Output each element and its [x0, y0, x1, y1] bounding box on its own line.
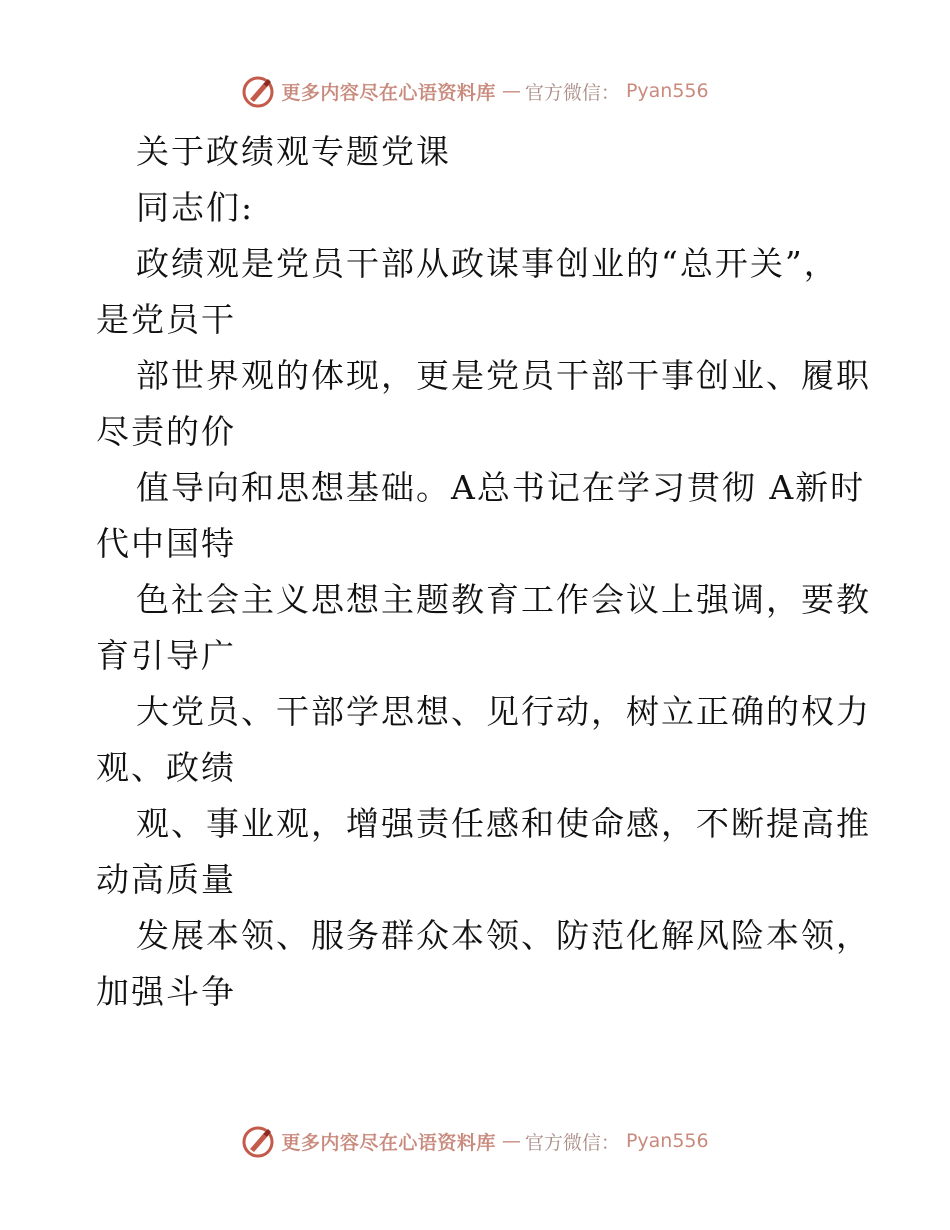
- watermark-wechat-id: Pyan556: [625, 80, 709, 102]
- watermark-official-label: 官方微信：: [524, 81, 620, 104]
- paragraph-line: 发展本领、服务群众本领、防范化解风险本领，: [136, 916, 871, 955]
- header-watermark: [0, 74, 950, 108]
- watermark-official-label: 官方微信：: [524, 1131, 620, 1154]
- paragraph-line: 部世界观的体现，更是党员干部干事创业、履职: [136, 356, 871, 395]
- paragraph-line: 观、事业观，增强责任感和使命感，不断提高推: [136, 804, 871, 843]
- paragraph-line: 色社会主义思想主题教育工作会议上强调，要教: [136, 580, 871, 619]
- document-body: [96, 124, 871, 1020]
- paragraph-line: 尽责的价: [96, 412, 236, 451]
- paragraph-line: 大党员、干部学思想、见行动，树立正确的权力: [136, 692, 871, 731]
- paragraph-line: 观、政绩: [96, 748, 236, 787]
- paragraph-line: 政绩观是党员干部从政谋事创业的“总开关”，: [136, 244, 839, 283]
- pen-logo-icon: [241, 74, 275, 108]
- footer-watermark: [0, 1124, 950, 1158]
- paragraph-line: 加强斗争: [96, 972, 236, 1011]
- paragraph-line: 动高质量: [96, 860, 236, 899]
- document-title: 关于政绩观专题党课: [136, 132, 451, 171]
- pen-logo-icon: [241, 1124, 275, 1158]
- paragraph-line: 是党员干: [96, 300, 236, 339]
- watermark-brand: 更多内容尽在心语资料库: [281, 1131, 496, 1154]
- paragraph-line: 代中国特: [96, 524, 236, 563]
- watermark-brand: 更多内容尽在心语资料库: [281, 81, 496, 104]
- paragraph-line: 值导向和思想基础。A总书记在学习贯彻 A新时: [136, 468, 866, 507]
- salutation: 同志们:: [136, 188, 255, 227]
- watermark-wechat-id: Pyan556: [625, 1130, 709, 1152]
- watermark-dash: —: [501, 80, 519, 102]
- paragraph-line: 育引导广: [96, 636, 236, 675]
- watermark-dash: —: [501, 1130, 519, 1152]
